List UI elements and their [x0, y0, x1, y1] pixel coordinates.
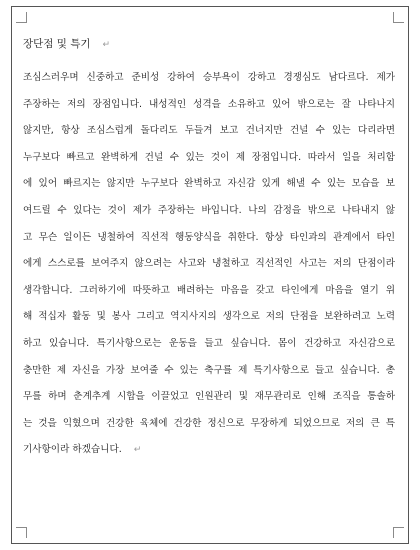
body-line: 에 있어 빠르지는 않지만 누구보다 완벽하고 자신감 있게 해낼 수 있는 모습을 보 [23, 178, 395, 190]
body-line: 여드릴 수 있다는 것이 제가 주장하는 바입니다. 나의 감정을 밖으로 나타내지 않 [23, 204, 395, 216]
body-line: 조심스러우며 신중하고 준비성 강하여 승부욕이 강하고 경쟁심도 남다르다. 제가 [23, 72, 395, 83]
paragraph-mark-icon: ↵ [133, 445, 142, 456]
body-line-last [23, 437, 395, 464]
body-line: 않지만, 항상 조심스럽게 돌다리도 두들겨 보고 건너지만 건널 수 있는 다리라면 [23, 125, 395, 137]
paragraph-mark-icon: ↵ [102, 40, 111, 50]
body-line: 충만한 제 자신을 가장 보여줄 수 있는 축구를 제 특기사항으로 들고 싶습니다. 총 [23, 364, 395, 376]
body-line: 주장하는 저의 장점입니다. 내성적인 성격을 소유하고 있어 밖으로는 잘 나타나지 [23, 98, 395, 110]
body-line: 생각합니다. 그러하기에 따뜻하고 배려하는 마음을 갖고 타인에게 마음을 열기 위 [23, 284, 395, 296]
corner-mark-top-right [393, 12, 404, 23]
body-line-last-text: 기사항이라 하겠습니다. [23, 444, 122, 456]
corner-mark-bottom-right [393, 527, 404, 538]
body-line: 무를 하며 춘계추계 시합을 이끌었고 인원관리 및 재무관리로 인해 조직을 통솔하 [23, 391, 395, 403]
body-line: 고 무슨 일이든 냉철하여 직선적 행동양식을 취한다. 항상 타인과의 관계에서 타인 [23, 231, 395, 243]
body-line: 누구보다 빠르고 완벽하게 건널 수 있는 것이 제 장점입니다. 따라서 일을 처리함 [23, 151, 395, 163]
document-body[interactable] [23, 65, 395, 464]
document-heading: 장단점 및 특기 [23, 38, 91, 50]
corner-mark-top-left [16, 12, 27, 23]
body-line: 는 것을 익혔으며 건강한 육체에 건강한 정신으로 무장하게 되었으므로 저의 큰 특 [23, 417, 395, 429]
document-heading-line[interactable] [23, 37, 110, 52]
corner-mark-bottom-left [16, 527, 27, 538]
body-line: 에게 스스로를 보여주지 않으려는 사고와 냉철하고 직선적인 사고는 저의 단점이라 [23, 258, 395, 270]
body-line: 하고 있습니다. 특기사항으로는 운동을 들고 싶습니다. 몸이 건강하고 자신감으로 [23, 337, 395, 349]
body-line: 해 적십자 활동 및 봉사 그리고 역지사지의 생각으로 저의 단점을 보완하려고 노력 [23, 311, 395, 323]
